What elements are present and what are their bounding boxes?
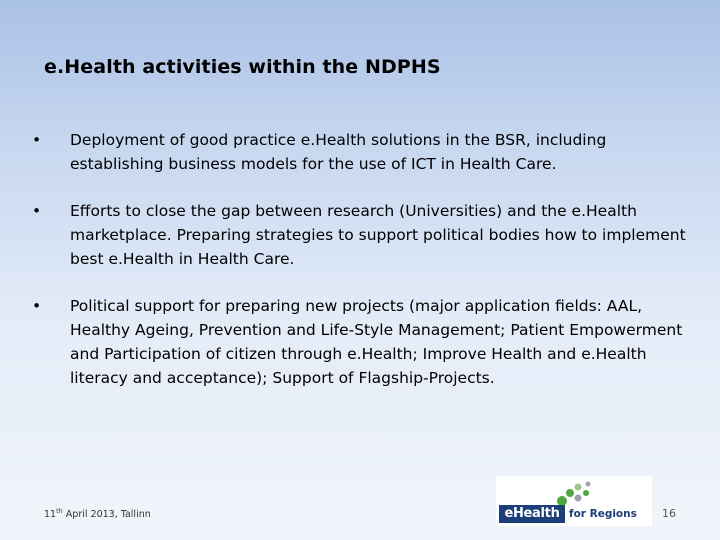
logo-tag-text: for Regions [569, 508, 637, 520]
page-number: 16 [662, 507, 676, 520]
logo-dot-4 [575, 495, 582, 502]
slide-title: e.Health activities within the NDPHS [44, 56, 441, 78]
bullet-text: Deployment of good practice e.Health solutions in the BSR, including establishing business models for the use of ICT in Health Care. [70, 131, 607, 173]
footer-date-day-suffix: th [56, 507, 63, 515]
logo-dot-5 [583, 490, 589, 496]
footer-date [44, 507, 151, 520]
ehealth-for-regions-logo [496, 476, 652, 526]
logo-dot-6 [586, 482, 591, 487]
bullet-dot-icon: • [32, 297, 42, 315]
bullet-item [32, 128, 704, 176]
bullet-text: Political support for preparing new projects (major application fields: AAL, Healthy Ageing, Prevention and Life-Style Management; Patient Empowerment and Participation of citizen through e.Health; Improve Health and e.Health literacy and acceptance); Support of Flagship-Projects. [70, 297, 683, 387]
bullet-list [32, 128, 704, 390]
logo-dot-3 [575, 484, 582, 491]
bullet-dot-icon: • [32, 202, 42, 220]
bullet-text: Efforts to close the gap between research (Universities) and the e.Health marketplace. Preparing strategies to support political bodies how to implement best e.Health in Health Care. [70, 202, 686, 268]
bullet-dot-icon: • [32, 131, 42, 149]
footer-date-day: 11 [44, 509, 57, 521]
logo-main-text: eHealth [499, 505, 565, 523]
bullet-item [32, 199, 704, 271]
logo-dot-2 [566, 489, 574, 497]
footer-date-rest: April 2013, Tallinn [62, 509, 151, 521]
bullet-item [32, 294, 704, 390]
